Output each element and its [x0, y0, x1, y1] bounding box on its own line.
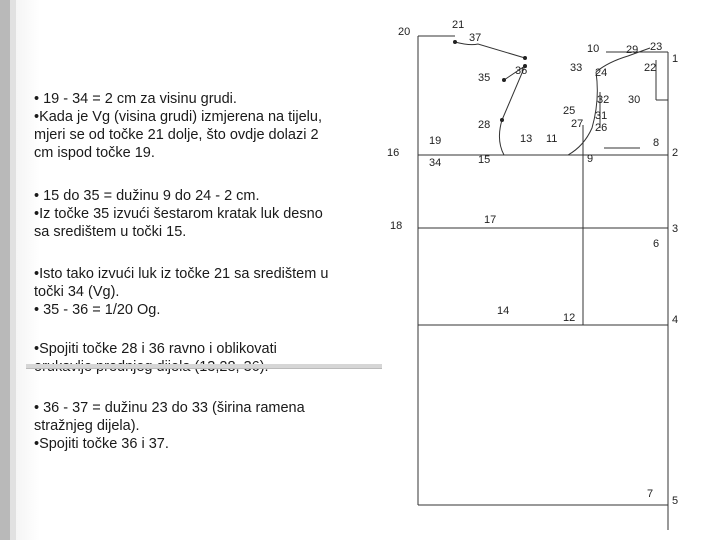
point-label-22: 22 — [644, 62, 657, 74]
point-28-marker — [500, 118, 504, 122]
point-labels — [387, 19, 678, 507]
point-label-32: 32 — [597, 94, 610, 106]
point-label-25: 25 — [563, 105, 576, 117]
point-label-34: 34 — [429, 157, 442, 169]
point-label-29: 29 — [626, 44, 639, 56]
point-label-35: 35 — [478, 72, 491, 84]
instruction-line: •Kada je Vg (visina grudi) izmjerena na tijelu, — [34, 109, 322, 125]
point-label-4: 4 — [672, 314, 679, 326]
point-label-24: 24 — [595, 67, 608, 79]
point-label-31: 31 — [595, 110, 608, 122]
point-label-17: 17 — [484, 214, 497, 226]
instruction-line: sa središtem u točki 15. — [34, 224, 187, 240]
instruction-line: točki 34 (Vg). — [34, 284, 120, 300]
instruction-line: • 36 - 37 = dužinu 23 do 33 (širina ramena — [34, 400, 305, 416]
instruction-line: • 35 - 36 = 1/20 Og. — [34, 302, 161, 318]
point-label-1: 1 — [672, 53, 679, 65]
instruction-line: mjeri se od točke 21 dolje, što ovdje dolazi 2 — [34, 127, 319, 143]
back-armhole-curve — [499, 120, 504, 155]
instruction-line: cm ispod točke 19. — [34, 145, 155, 161]
point-label-28: 28 — [478, 119, 491, 131]
instruction-line: •Spojiti točke 36 i 37. — [34, 436, 169, 452]
point-label-3: 3 — [672, 223, 679, 235]
point-label-7: 7 — [647, 488, 654, 500]
point-21-marker — [453, 40, 457, 44]
point-35-marker — [502, 78, 506, 82]
point-label-11: 11 — [546, 133, 558, 145]
instruction-line: •Iz točke 35 izvući šestarom kratak luk desno — [34, 206, 323, 222]
point-label-15: 15 — [478, 154, 491, 166]
point-label-2: 2 — [672, 147, 679, 159]
point-label-26: 26 — [595, 122, 608, 134]
point-label-9: 9 — [587, 153, 594, 165]
point-label-13: 13 — [520, 133, 533, 145]
point-label-23: 23 — [650, 41, 663, 53]
instruction-line: •Isto tako izvući luk iz točke 21 sa središtem u — [34, 266, 329, 282]
back-neck-shoulder — [455, 42, 525, 58]
point-label-8: 8 — [653, 137, 660, 149]
instruction-line: • 15 do 35 = dužinu 9 do 24 - 2 cm. — [34, 188, 260, 204]
pattern-lines — [418, 36, 668, 530]
point-label-14: 14 — [497, 305, 510, 317]
point-label-27: 27 — [571, 118, 584, 130]
instruction-line: •Spojiti točke 28 i 36 ravno i oblikovati — [34, 341, 277, 357]
point-label-12: 12 — [563, 312, 576, 324]
point-label-10: 10 — [587, 43, 600, 55]
point-label-19: 19 — [429, 135, 442, 147]
instruction-line: stražnjeg dijela). — [34, 418, 140, 434]
point-label-6: 6 — [653, 238, 660, 250]
point-37-marker — [523, 56, 527, 60]
point-label-20: 20 — [398, 26, 411, 38]
point-label-33: 33 — [570, 62, 583, 74]
point-label-30: 30 — [628, 94, 641, 106]
point-label-5: 5 — [672, 495, 679, 507]
point-label-16: 16 — [387, 147, 400, 159]
point-label-18: 18 — [390, 220, 403, 232]
point-label-36: 36 — [515, 65, 528, 77]
instruction-line: • 19 - 34 = 2 cm za visinu grudi. — [34, 91, 237, 107]
point-label-37: 37 — [469, 32, 482, 44]
point-label-21: 21 — [452, 19, 465, 31]
